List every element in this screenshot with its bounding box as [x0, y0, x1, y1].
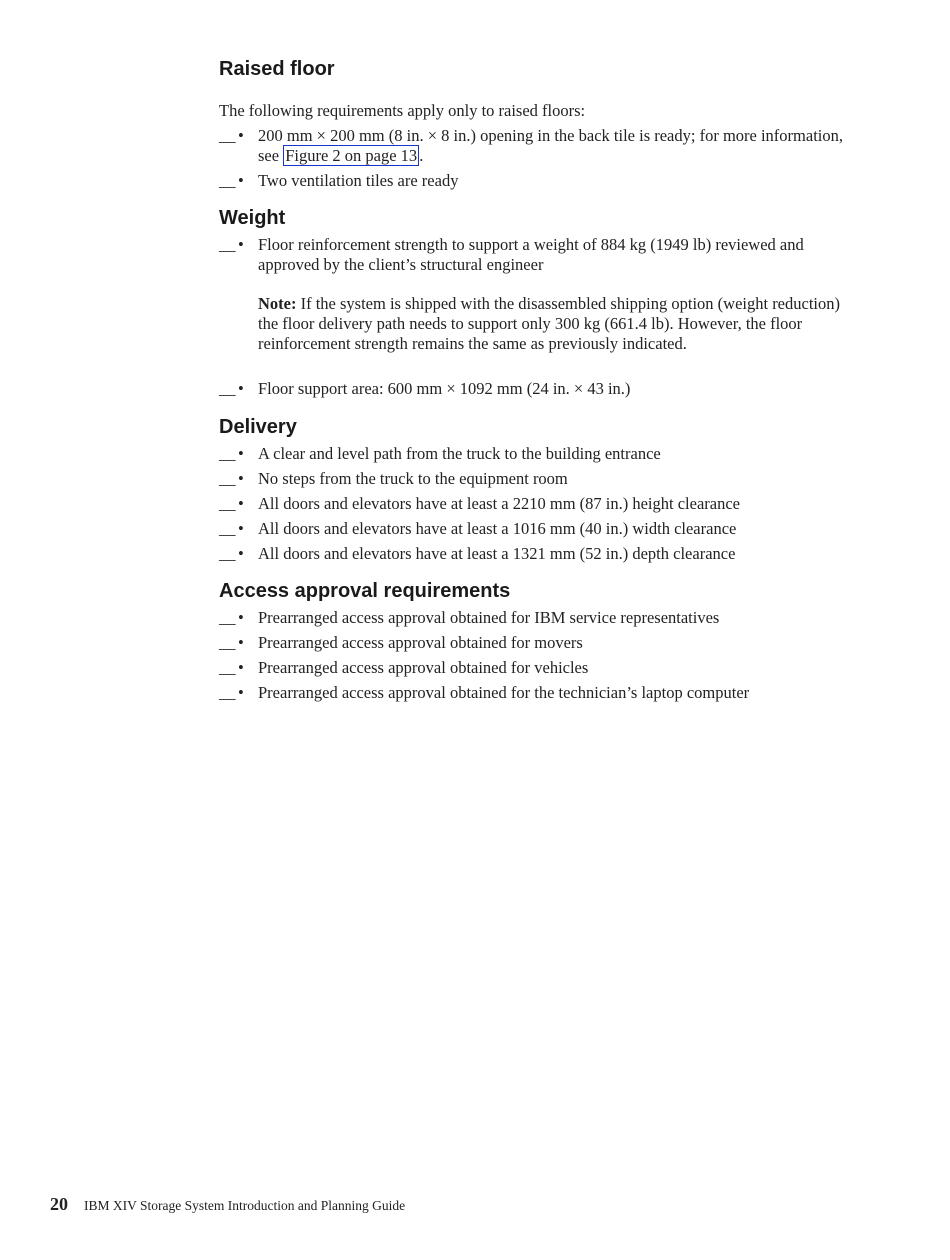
item-text: All doors and elevators have at least a 1016 mm (40 in.) width clearance: [258, 519, 737, 538]
checklist-item: [219, 171, 859, 191]
bullet: •: [238, 683, 244, 702]
page-number: 20: [50, 1194, 68, 1214]
checklist-item: [219, 379, 859, 399]
bullet: •: [238, 171, 244, 190]
bullet: •: [238, 494, 244, 513]
checkbox-blank: __: [219, 379, 236, 398]
checkbox-blank: __: [219, 608, 236, 627]
checklist-item: [219, 683, 859, 703]
item-text: Prearranged access approval obtained for vehicles: [258, 658, 589, 677]
bullet: •: [238, 126, 244, 145]
item-text: Two ventilation tiles are ready: [258, 171, 459, 190]
checklist-item: [219, 608, 859, 628]
figure-link[interactable]: Figure 2 on page 13: [285, 146, 418, 165]
section-heading-weight: Weight: [219, 207, 286, 229]
bullet: •: [238, 519, 244, 538]
checklist-item: [219, 544, 859, 564]
item-text: All doors and elevators have at least a 1321 mm (52 in.) depth clearance: [258, 544, 736, 563]
section-heading-raised-floor: Raised floor: [219, 58, 335, 80]
item-text-after: .: [419, 146, 424, 165]
bullet: •: [238, 469, 244, 488]
bullet: •: [238, 444, 244, 463]
bullet: •: [238, 633, 244, 652]
note: [258, 294, 859, 354]
item-text: Prearranged access approval obtained for movers: [258, 633, 583, 652]
checklist-item: [219, 519, 859, 539]
item-text: Prearranged access approval obtained for the technician’s laptop computer: [258, 683, 750, 702]
item-text: Floor support area: 600 mm × 1092 mm (24 in. × 43 in.): [258, 379, 631, 398]
item-text: A clear and level path from the truck to the building entrance: [258, 444, 661, 463]
checkbox-blank: __: [219, 126, 236, 145]
section-heading-delivery: Delivery: [219, 416, 297, 438]
bullet: •: [238, 235, 244, 254]
checkbox-blank: __: [219, 494, 236, 513]
note-label: Note:: [258, 294, 297, 313]
checkbox-blank: __: [219, 519, 236, 538]
item-text-before: 200 mm × 200 mm (8 in. × 8 in.) opening in the back tile is ready; for more information, see: [258, 126, 844, 165]
page-footer: [50, 1194, 405, 1215]
item-text: All doors and elevators have at least a 2210 mm (87 in.) height clearance: [258, 494, 740, 513]
item-text: No steps from the truck to the equipment room: [258, 469, 568, 488]
bullet: •: [238, 544, 244, 563]
checklist-item: [219, 494, 859, 514]
document-title: IBM XIV Storage System Introduction and Planning Guide: [84, 1198, 406, 1213]
checklist-item: [219, 633, 859, 653]
section-heading-access-approval: Access approval requirements: [219, 580, 511, 602]
checkbox-blank: __: [219, 683, 236, 702]
checkbox-blank: __: [219, 633, 236, 652]
checkbox-blank: __: [219, 658, 236, 677]
checklist-item: [219, 444, 859, 464]
checkbox-blank: __: [219, 171, 236, 190]
checkbox-blank: __: [219, 444, 236, 463]
checklist-item: [219, 235, 859, 354]
raised-floor-intro: The following requirements apply only to raised floors:: [219, 101, 586, 120]
checklist-item: [219, 126, 859, 166]
bullet: •: [238, 658, 244, 677]
checkbox-blank: __: [219, 544, 236, 563]
item-text: [258, 126, 859, 166]
checkbox-blank: __: [219, 235, 236, 254]
bullet: •: [238, 379, 244, 398]
item-text: Floor reinforcement strength to support a weight of 884 kg (1949 lb) reviewed and approved by the client’s structural engineer: [258, 235, 804, 274]
bullet: •: [238, 608, 244, 627]
item-text: Prearranged access approval obtained for IBM service representatives: [258, 608, 720, 627]
checklist-item: [219, 658, 859, 678]
note-text: If the system is shipped with the disassembled shipping option (weight reduction) the floor delivery path needs to support only 300 kg (661.4 lb). However, the floor reinforcement strength remains the same as previously indicated.: [258, 294, 840, 353]
checkbox-blank: __: [219, 469, 236, 488]
checklist-item: [219, 469, 859, 489]
